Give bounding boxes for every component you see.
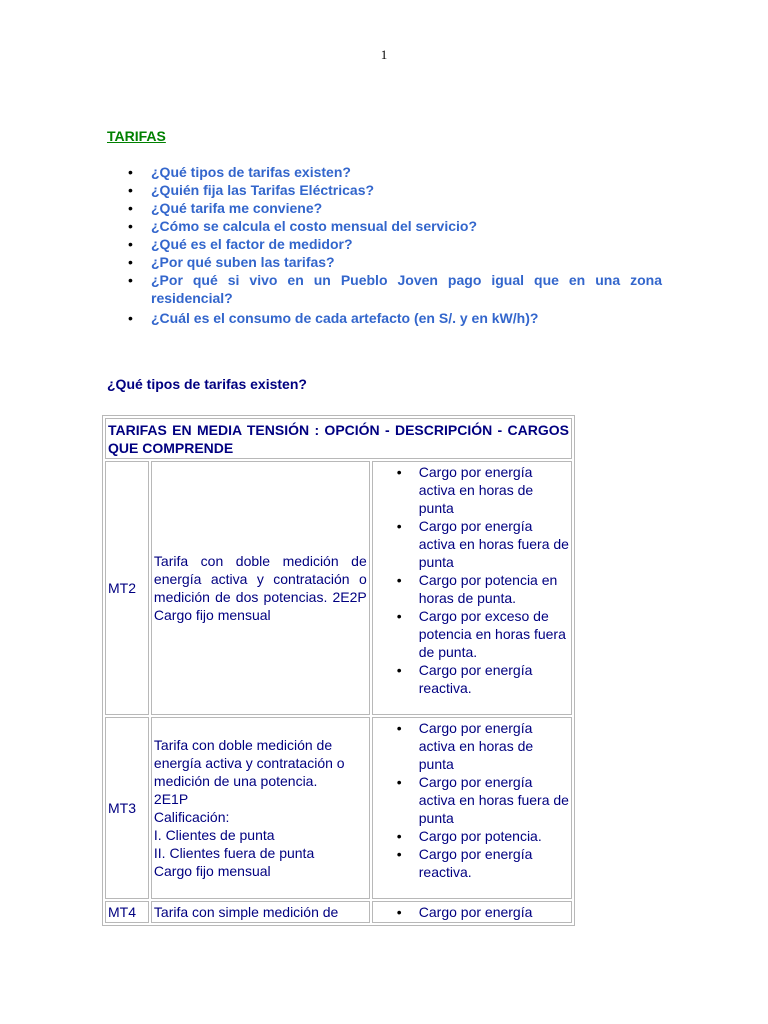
description-line: Calificación: (153, 809, 230, 825)
tariff-code: MT4 (105, 901, 149, 923)
charge-item: • Cargo por energía reactiva. (375, 661, 569, 697)
description-line: Tarifa con doble medición de energía activa y contratación o medición de una potencia. (153, 737, 345, 789)
description-line: Cargo fijo mensual (153, 863, 271, 879)
tariff-table (102, 415, 575, 926)
description-line: I. Clientes de punta (153, 827, 275, 843)
tariff-description (151, 717, 370, 899)
table-row (105, 717, 572, 899)
tariff-description: Tarifa con simple medición de (151, 901, 370, 923)
charge-item: • Cargo por potencia en horas de punta. (375, 571, 569, 607)
charge-item: • Cargo por energía activa en horas de punta (375, 463, 569, 517)
charge-item: • Cargo por potencia. (375, 827, 569, 845)
charge-item: • Cargo por energía activa en horas fuera de punta (375, 517, 569, 571)
description-line: II. Clientes fuera de punta (153, 845, 315, 861)
charge-item: • Cargo por energía reactiva. (375, 845, 569, 881)
table-row (105, 461, 572, 715)
tariff-code: MT3 (105, 717, 149, 899)
table-header-row (105, 418, 572, 459)
faq-link[interactable]: • ¿Cómo se calcula el costo mensual del servicio? (107, 217, 662, 235)
tariff-charges (372, 901, 572, 923)
table-row (105, 901, 572, 923)
faq-link[interactable]: • ¿Quién fija las Tarifas Eléctricas? (107, 181, 662, 199)
faq-list (107, 163, 662, 327)
table-header: TARIFAS EN MEDIA TENSIÓN : OPCIÓN - DESCRIPCIÓN - CARGOS QUE COMPRENDE (105, 418, 572, 459)
faq-link[interactable]: • ¿Qué tipos de tarifas existen? (107, 163, 662, 181)
faq-link[interactable]: • ¿Qué tarifa me conviene? (107, 199, 662, 217)
tariff-code: MT2 (105, 461, 149, 715)
tariff-charges (372, 717, 572, 899)
tariff-description: Tarifa con doble medición de energía activa y contratación o medición de dos potencias. 2E2P Cargo fijo mensual (151, 461, 370, 715)
faq-link[interactable]: • ¿Por qué suben las tarifas? (107, 253, 662, 271)
charge-item: • Cargo por energía (375, 903, 569, 921)
tariff-charges (372, 461, 572, 715)
charge-item: • Cargo por energía activa en horas fuera de punta (375, 773, 569, 827)
question-heading: ¿Qué tipos de tarifas existen? (107, 376, 307, 392)
faq-link[interactable]: • ¿Qué es el factor de medidor? (107, 235, 662, 253)
faq-link[interactable]: • ¿Por qué si vivo en un Pueblo Joven pago igual que en una zona residencial? (107, 271, 662, 307)
charge-item: • Cargo por exceso de potencia en horas fuera de punta. (375, 607, 569, 661)
charge-item: • Cargo por energía activa en horas de punta (375, 719, 569, 773)
description-line: 2E1P (153, 791, 189, 807)
faq-link[interactable]: • ¿Cuál es el consumo de cada artefacto (en S/. y en kW/h)? (107, 309, 662, 327)
page-number: 1 (380, 47, 388, 62)
section-title-link[interactable]: TARIFAS (107, 128, 166, 144)
